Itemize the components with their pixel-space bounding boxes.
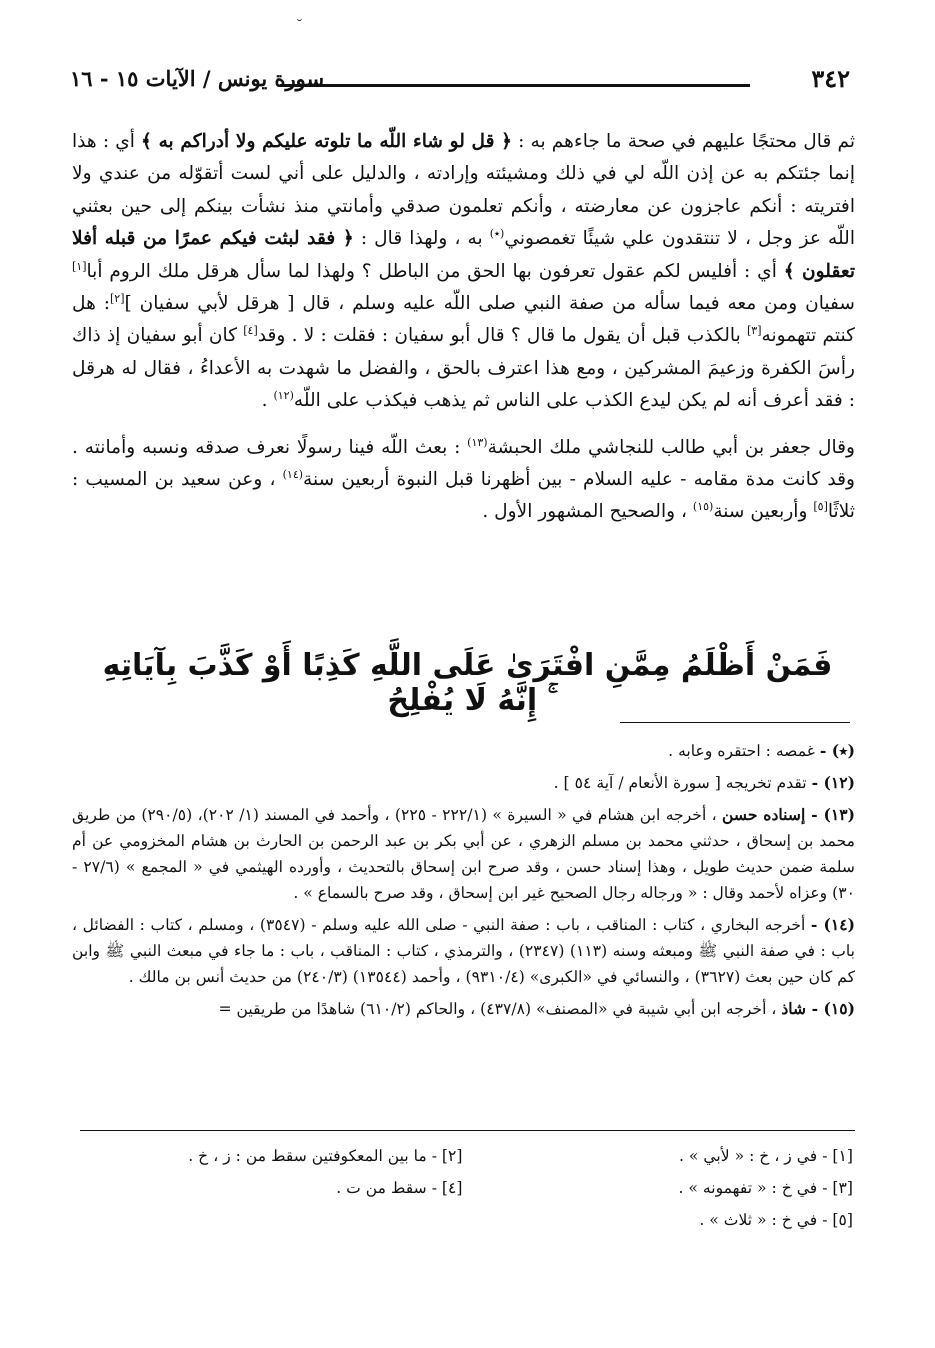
page-number: ٣٤٢	[811, 64, 850, 93]
text-run: كان أبو سفيان إذ ذاك رأسَ الكفرة وزعيمَ المشركين ، ومع هذا اعترف بالحق ، والفضل ما شهدت به الأعداءُ ، فقال له هرقل : فقد أعرف أنه لم يكن ليدع الكذب على الناس ثم يذهب فيكذب على اللّه	[72, 325, 855, 412]
footnotes	[72, 738, 855, 1028]
footnote-rule	[620, 722, 850, 723]
running-title: سورة يونس / الآيات ١٥ - ١٦	[70, 66, 325, 91]
variant-note: [٤] - سقط من ت .	[336, 1179, 463, 1197]
text-run: .	[261, 390, 274, 412]
text-run: ، أخرجه ابن أبي شيبة في «المصنف» (٤٣٧/٨) ، والحاكم (٦١٠/٢) شاهدًا من طريقين =	[218, 1000, 782, 1018]
text-run: ثم قال محتجًا عليهم في صحة ما جاءهم به :	[512, 131, 856, 152]
variant-note: [٣] - في خ : « تفهمونه » .	[678, 1179, 853, 1197]
text-run: وأربعين سنة	[713, 501, 814, 523]
quoted-verse: ﴿ قل لو شاء اللّه ما تلوته عليكم ولا أدراكم به ﴾	[141, 131, 513, 152]
footnote	[72, 770, 855, 796]
footnote-marker: (١٢) -	[811, 773, 855, 792]
paragraph-1	[72, 126, 855, 418]
page-header	[70, 64, 850, 104]
footnote	[72, 738, 855, 764]
footnote	[72, 912, 855, 990]
note-reference: (١٣)	[467, 435, 488, 449]
variant-note: [١] - في ز ، خ : « لأبي » .	[678, 1147, 853, 1165]
text-run: به ، ولهذا قال :	[353, 228, 490, 250]
note-reference: (٭)	[489, 227, 505, 241]
paragraph-2	[72, 432, 855, 529]
text-run: تقدم تخريجه [ سورة الأنعام / آية ٥٤ ] .	[553, 774, 812, 792]
note-reference: [٥]	[813, 500, 828, 514]
footnote	[72, 996, 855, 1022]
text-run: ، والصحيح المشهور الأول .	[482, 501, 693, 523]
grading-label: شاذ	[781, 999, 812, 1018]
variants-left-column	[72, 1140, 463, 1204]
note-reference: (١٤)	[282, 467, 304, 481]
text-run: أي : هذا إنما جئتكم به عن إذن اللّه لي في ذلك ومشيئته وإرادته ، والدليل على أني لست أتقوّله من عندي ولا افتريته : أنكم عاجزون عن معارضته ، وأنكم تعلمون صدقي وأمانتي منذ نشأت بينكم إلى حين بعثني اللّه عز وجل ، لا تنتقدون علي شيئًا تغمصوني	[72, 131, 855, 250]
footnote	[72, 802, 855, 906]
text-run: ، وعن سعيد بن المسيب : ثلاثًا	[72, 469, 855, 523]
text-run: ، أخرجه ابن هشام في « السيرة » (٢٢٢/١ - ٢٢٥) ، وأحمد في المسند (١/ ٢٠٢)، (٢٩٠/٥) من طريق محمد بن إسحاق ، حدثني محمد بن مسلم الزهري ، عن أبي بكر بن عبد الرحمن بن الحارث بن هشام المخزومي عن أم سلمة ضمن حديث طويل ، وهذا إسناد حسن ، وقد صرح ابن إسحاق بالتحديث ، وأورده الهيثمي في « المجمع » (٢٧/٦ - ٣٠) وعزاه لأحمد وقال : « ورجاله رجال الصحيح غير ابن إسحاق ، وقد صرح بالسماع » .	[72, 806, 855, 902]
text-run: : بعث اللّه فينا رسولًا نعرف صدقه ونسبه وأمانته . وقد كانت مدة مقامه - عليه السلام - بين أظهرنا قبل النبوة أربعين سنة	[72, 436, 855, 491]
variants-rule	[80, 1130, 855, 1131]
text-run: بالكذب قبل أن يقول ما قال ؟ قال أبو سفيان : فقلت : لا . وقد	[257, 325, 747, 347]
header-rule	[280, 84, 750, 87]
footnote-marker: (١٤) -	[810, 915, 855, 934]
variant-note: [٥] - في خ : « ثلاث » .	[699, 1211, 853, 1229]
note-reference: [٢]	[109, 291, 125, 305]
footnote-marker: (١٣) -	[811, 805, 855, 824]
main-text	[72, 126, 855, 529]
variants-right-column	[463, 1140, 854, 1236]
footnote-marker: (١٥) -	[811, 999, 855, 1018]
text-run: غمصه : احتقره وعابه .	[668, 742, 820, 760]
note-reference: [١]	[72, 259, 87, 273]
print-speck: ˘	[296, 18, 303, 34]
text-run: أخرجه البخاري ، كتاب : المناقب ، باب : صفة النبي - صلى الله عليه وسلم - (٣٥٤٧) ، ومسلم ، كتاب : الفضائل ، باب : في صفة النبي ﷺ ومبعثه وسنه (١١٣) (٢٣٤٧) ، والترمذي ، كتاب : المناقب ، باب : ما جاء في مبعث النبي ﷺ وابن كم كان حين بعث (٣٦٢٧) ، والنسائي في «الكبرى» (٩٣١٠/٤) ، وأحمد (١٣٥٤٤) (٢٤٠/٣) من حديث أنس بن مالك .	[72, 916, 855, 986]
note-reference: [٣]	[746, 324, 762, 338]
note-reference: (١٥)	[692, 500, 714, 514]
text-run: : هل كنتم تتهمونه	[72, 293, 855, 347]
quoted-verse: ﴿ فقد لبثت فيكم عمرًا من قبله أفلا تعقلون ﴾	[72, 228, 855, 282]
quran-verse: فَمَنْ أَظْلَمُ مِمَّنِ افْتَرَىٰ عَلَى اللَّهِ كَذِبًا أَوْ كَذَّبَ بِآيَاتِهِ ۚ إِنَّهُ لَا يُفْلِحُ	[102, 648, 833, 718]
grading-label: إسناده حسن	[722, 805, 812, 824]
text-run: سفيان ومن معه فيما سأله من صفة النبي صلى اللّه عليه وسلم ، قال [ هرقل لأبي سفيان ]	[124, 293, 856, 315]
text-run: وقال جعفر بن أبي طالب للنجاشي ملك الحبشة	[487, 436, 855, 458]
footnote-marker: (٭) -	[819, 741, 855, 760]
note-reference: (١٢)	[273, 389, 294, 403]
note-reference: [٤]	[243, 324, 258, 338]
text-run: أي : أفليس لكم عقول تعرفون بها الحق من الباطل ؟ ولهذا لما سأل هرقل ملك الروم أبا	[86, 260, 784, 282]
variant-note: [٢] - ما بين المعكوفتين سقط من : ز ، خ .	[188, 1147, 463, 1165]
